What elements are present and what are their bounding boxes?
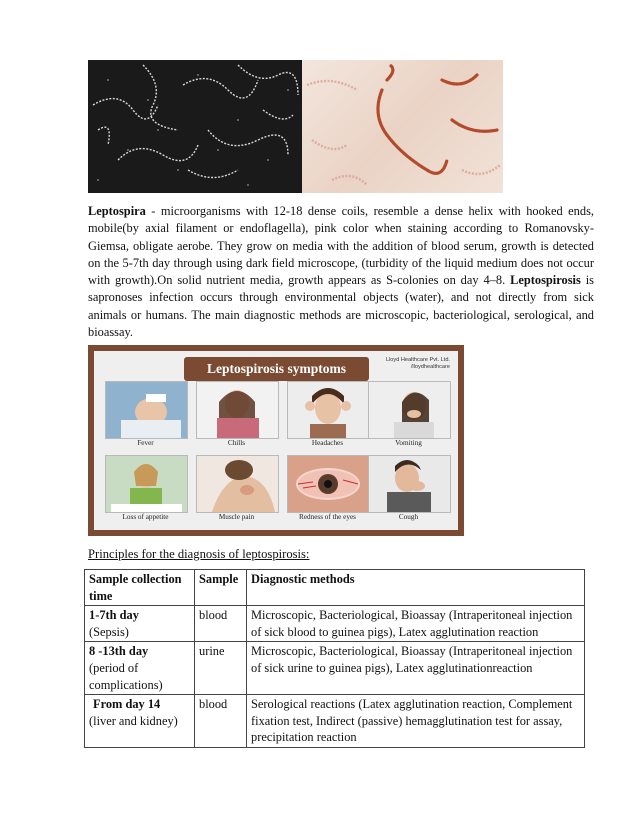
headaches-photo <box>287 381 370 439</box>
symptom-label-cough: Cough <box>398 513 419 521</box>
methods-cell: Serological reactions (Latex agglutination reaction, Complement fixation test, Indirect (passive) hemagglutination test for assay, precipitation reaction <box>247 695 585 748</box>
redness-of-eyes-photo <box>287 455 370 513</box>
stained-leptospira-illustration <box>302 60 503 193</box>
header-sample-collection-time: Sample collection time <box>85 570 195 606</box>
symptom-label-chills: Chills <box>227 439 246 447</box>
methods-cell: Microscopic, Bacteriological, Bioassay (Intraperitoneal injection of sick blood to guinea pigs), Latex agglutination reaction <box>247 606 585 642</box>
sample-cell: urine <box>195 642 247 695</box>
time-note: (Sepsis) <box>89 624 129 639</box>
loss-of-appetite-photo <box>105 455 188 513</box>
dark-field-microscopy-image <box>88 60 302 193</box>
methods-cell: Microscopic, Bacteriological, Bioassay (Intraperitoneal injection of sick urine to guinea pigs), Latex agglutinationreaction <box>247 642 585 695</box>
header-sample: Sample <box>195 570 247 606</box>
diagnosis-table <box>84 569 585 748</box>
symptom-label-muscle-pain: Muscle pain <box>218 513 255 521</box>
fever-photo <box>105 381 188 439</box>
time-cell <box>85 606 195 642</box>
time-note: (period of complications) <box>89 660 163 692</box>
time-period: From day 14 <box>93 697 161 712</box>
poster-brand <box>386 357 450 371</box>
time-cell <box>85 642 195 695</box>
brand-name: Lloyd Healthcare Pvt. Ltd. <box>385 357 450 363</box>
table-row <box>85 642 585 695</box>
sample-cell: blood <box>195 695 247 748</box>
brand-handle: /lloydhealthcare <box>410 364 450 370</box>
leptospirosis-term: Leptospirosis <box>510 273 581 288</box>
time-period: 1-7th day <box>89 608 139 623</box>
time-period: 8 -13th day <box>89 644 149 659</box>
symptom-label-vomiting: Vomiting <box>395 439 422 447</box>
table-row <box>85 695 585 748</box>
leptospira-term: Leptospira <box>88 204 146 218</box>
symptom-label-headaches: Headaches <box>311 439 344 447</box>
symptom-label-loss-of-appetite: Loss of appetite <box>122 513 169 521</box>
muscle-pain-photo <box>196 455 279 513</box>
symptom-label-redness-of-eyes: Redness of the eyes <box>299 513 356 521</box>
header-diagnostic-methods: Diagnostic methods <box>247 570 585 606</box>
cough-photo <box>368 455 451 513</box>
leptospirosis-symptoms-poster <box>88 345 464 536</box>
diagnosis-heading: Principles for the diagnosis of leptospirosis: <box>88 547 310 561</box>
intro-paragraph <box>88 203 594 341</box>
table-row <box>85 606 585 642</box>
table-header-row <box>85 570 585 606</box>
microscopy-images <box>88 60 503 193</box>
time-note: (liver and kidney) <box>89 713 178 728</box>
symptom-label-fever: Fever <box>137 439 154 447</box>
vomiting-photo <box>368 381 451 439</box>
sample-cell: blood <box>195 606 247 642</box>
time-cell <box>85 695 195 748</box>
intro-text-1: - microorganisms with 12-18 dense coils, resemble a dense helix with hooked ends, mobile(by axial filament or endoflagella), pink color when staining according to Romanovsky-Giemsa, obligate aerobe. They grow on media with the addition of blood serum, growth is detected on the 5-7th day through using dark field microscope, (turbidity of the liquid medium does not occur with growth).On solid nutrient media, growth appears as S-colonies on day 4–8. <box>88 204 594 288</box>
intro-text-2: is sapronoses infection occurs through environmental objects (water), and not directly from sick animals or humans. The main diagnostic methods are microscopic, bacteriological, serological, and bioassay. <box>88 273 594 340</box>
poster-title: Leptospirosis symptoms <box>184 357 369 381</box>
chills-photo <box>196 381 279 439</box>
